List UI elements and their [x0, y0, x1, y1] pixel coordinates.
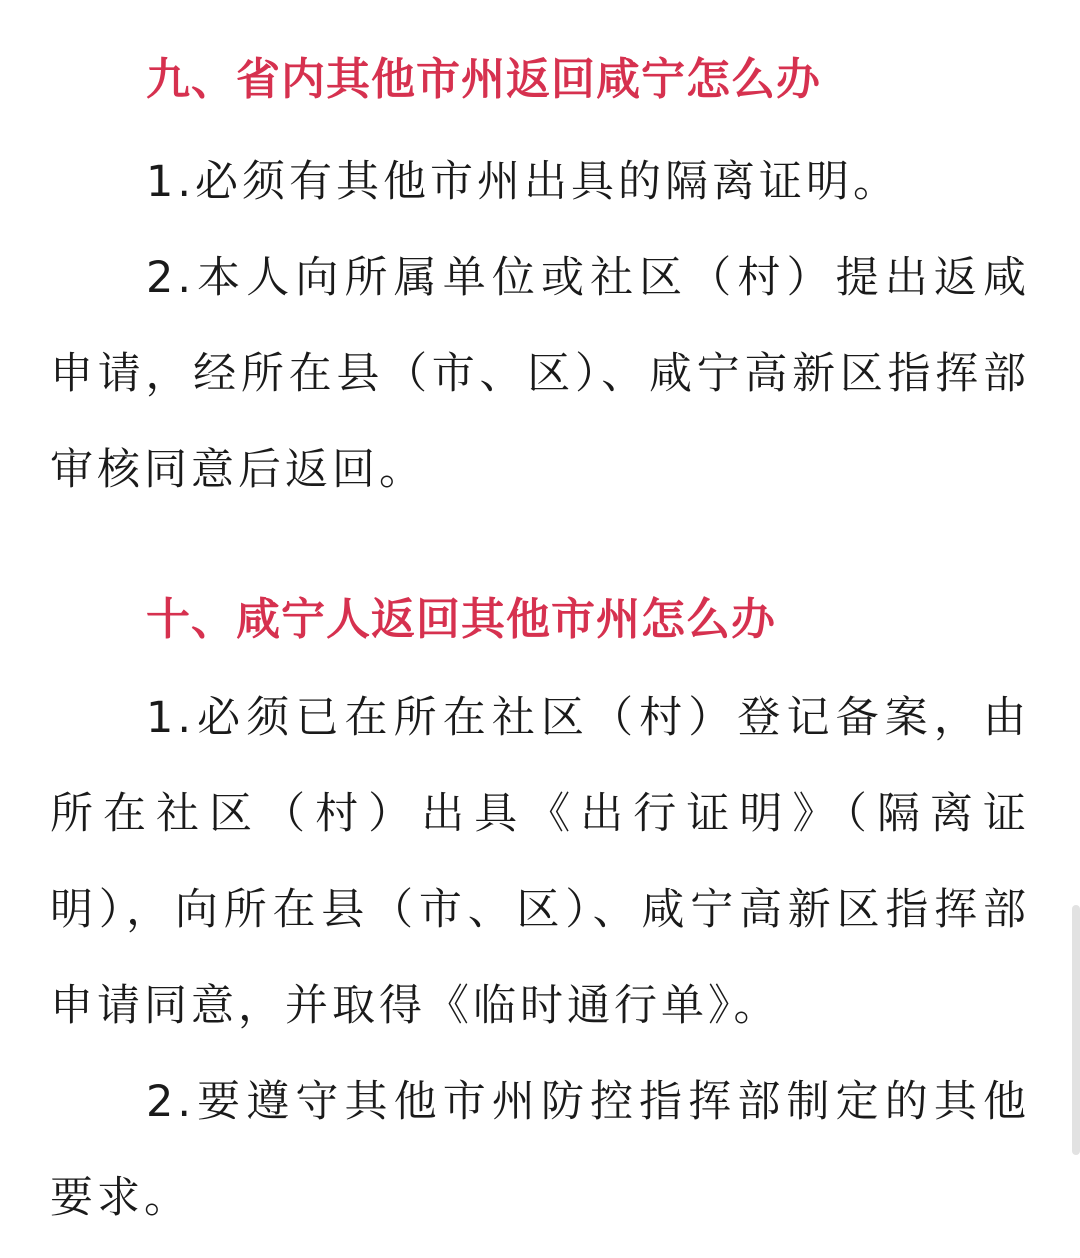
- section-heading-9: 九、省内其他市州返回咸宁怎么办: [146, 54, 821, 105]
- section-heading-10: 十、咸宁人返回其他市州怎么办: [146, 594, 776, 645]
- section-10-paragraph-2: 2.要遵守其他市州防控指挥部制定的其他要求。: [50, 1077, 1030, 1223]
- scrollbar[interactable]: [1072, 905, 1080, 1155]
- section-10-paragraph-1: 1.必须已在所在社区（村）登记备案，由所在社区（村）出具《出行证明》（隔离证明），向所在县（市、区）、咸宁高新区指挥部申请同意，并取得《临时通行单》。: [50, 693, 1030, 1031]
- section-9-paragraph-2: 2.本人向所属单位或社区（村）提出返咸申请，经所在县（市、区）、咸宁高新区指挥部审核同意后返回。: [50, 253, 1030, 495]
- section-9-paragraph-1: 1.必须有其他市州出具的隔离证明。: [146, 157, 901, 207]
